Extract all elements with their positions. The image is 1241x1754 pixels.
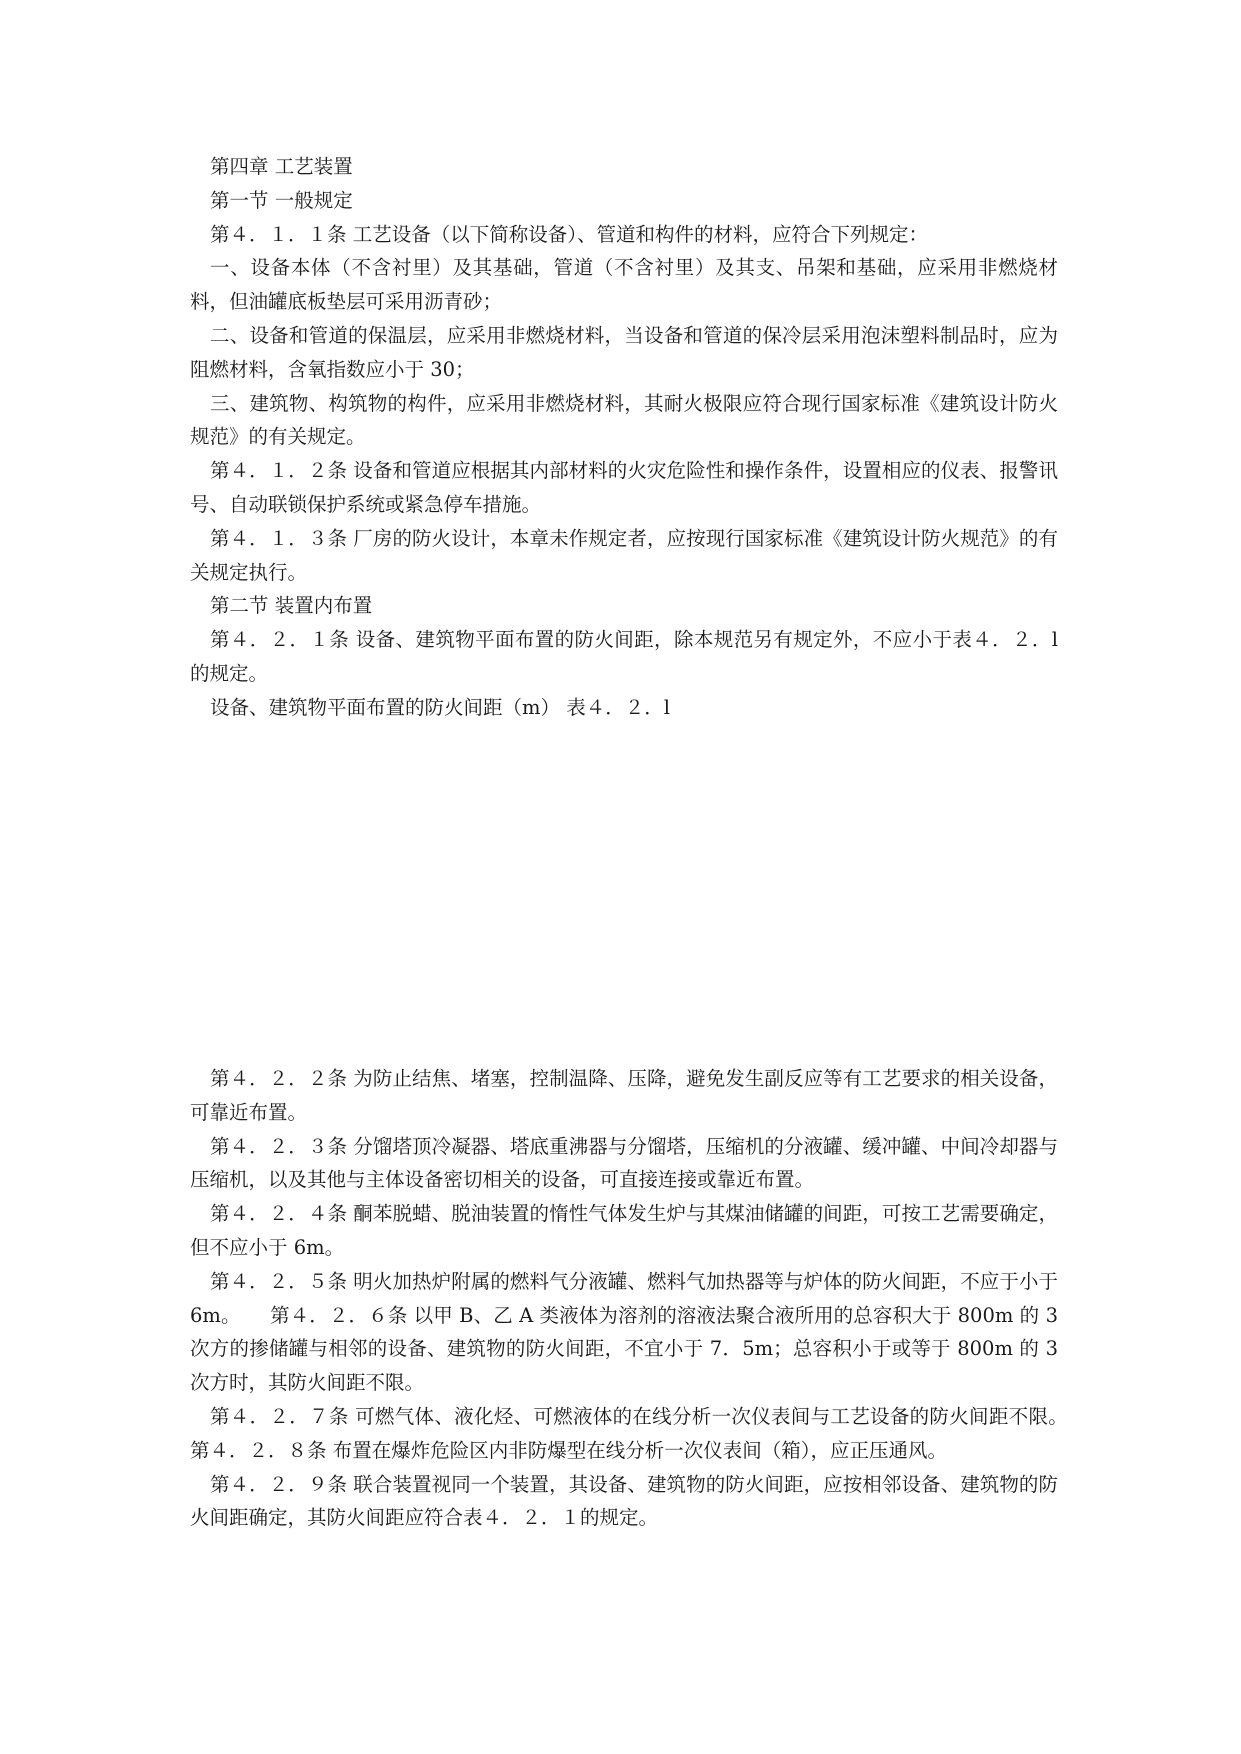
chapter-heading: 第四章 工艺装置: [210, 155, 353, 178]
table-placeholder-blank: [190, 700, 1058, 1040]
article-paragraph: 第４．２．３条 分馏塔顶冷凝器、塔底重沸器与分馏塔，压缩机的分液罐、缓冲罐、中间冷却器与压缩机，以及其他与主体设备密切相关的设备，可直接连接或靠近布置。: [190, 1134, 1058, 1192]
table-caption: 设备、建筑物平面布置的防火间距（m） 表４．２．l: [210, 695, 670, 719]
clause-paragraph: 二、设备和管道的保温层，应采用非燃烧材料，当设备和管道的保冷层采用泡沫塑料制品时，应为阻燃材料，含氧指数应小于 30；: [190, 323, 1058, 381]
document-bottom-section: [190, 1062, 1098, 1535]
section-heading: 第二节 装置内布置: [210, 594, 373, 618]
article-paragraph: 第４．２．９条 联合装置视同一个装置，其设备、建筑物的防火间距，应按相邻设备、建筑物的防火间距确定，其防火间距应符合表４．２．１的规定。: [190, 1472, 1058, 1530]
section-heading: 第一节 一般规定: [210, 188, 353, 212]
article-paragraph: 第４．１．２条 设备和管道应根据其内部材料的火灾危险性和操作条件，设置相应的仪表、报警讯号、自动联锁保护系统或紧急停车措施。: [190, 459, 1058, 516]
article-paragraph: 第４．１．３条 厂房的防火设计，本章未作规定者，应按现行国家标准《建筑设计防火规范》的有关规定执行。: [190, 526, 1058, 584]
article-paragraph: 第４．２．２条 为防止结焦、堵塞，控制温降、压降，避免发生副反应等有工艺要求的相关设备，可靠近布置。: [190, 1067, 1058, 1124]
clause-paragraph: 三、建筑物、构筑物的构件，应采用非燃烧材料，其耐火极限应符合现行国家标准《建筑设计防火规范》的有关规定。: [190, 391, 1058, 449]
article-paragraph: 第４．２．５条 明火加热炉附属的燃料气分液罐、燃料气加热器等与炉体的防火间距，不应于小于 6m。 第４．２．６条 以甲 B、乙 A 类液体为溶剂的溶液法聚合液所用的总容积大于 800m 的 3 次方的掺储罐与相邻的设备、建筑物的防火间距，不宜小于 7．5m；总容积小于或等于 800m 的 3 次方时，其防火间距不限。: [190, 1269, 1058, 1395]
article-paragraph: 第４．２．７条 可燃气体、液化烃、可燃液体的在线分析一次仪表间与工艺设备的防火间距不限。 第４．２．８条 布置在爆炸危险区内非防爆型在线分析一次仪表间（箱），应正压通风。: [190, 1404, 1098, 1462]
document-top-section: [190, 150, 1058, 725]
article-paragraph: 第４．１．１条 工艺设备（以下简称设备）、管道和构件的材料，应符合下列规定：: [210, 222, 928, 246]
clause-paragraph: 一、设备本体（不含衬里）及其基础，管道（不含衬里）及其支、吊架和基础，应采用非燃烧材料，但油罐底板垫层可采用沥青砂；: [190, 256, 1058, 314]
article-paragraph: 第４．２．４条 酮苯脱蜡、脱油装置的惰性气体发生炉与其煤油储罐的间距，可按工艺需要确定，但不应小于 6m。: [190, 1202, 1058, 1259]
article-paragraph: 第４．２．１条 设备、建筑物平面布置的防火间距，除本规范另有规定外，不应小于表４．２．l的规定。: [190, 628, 1058, 685]
